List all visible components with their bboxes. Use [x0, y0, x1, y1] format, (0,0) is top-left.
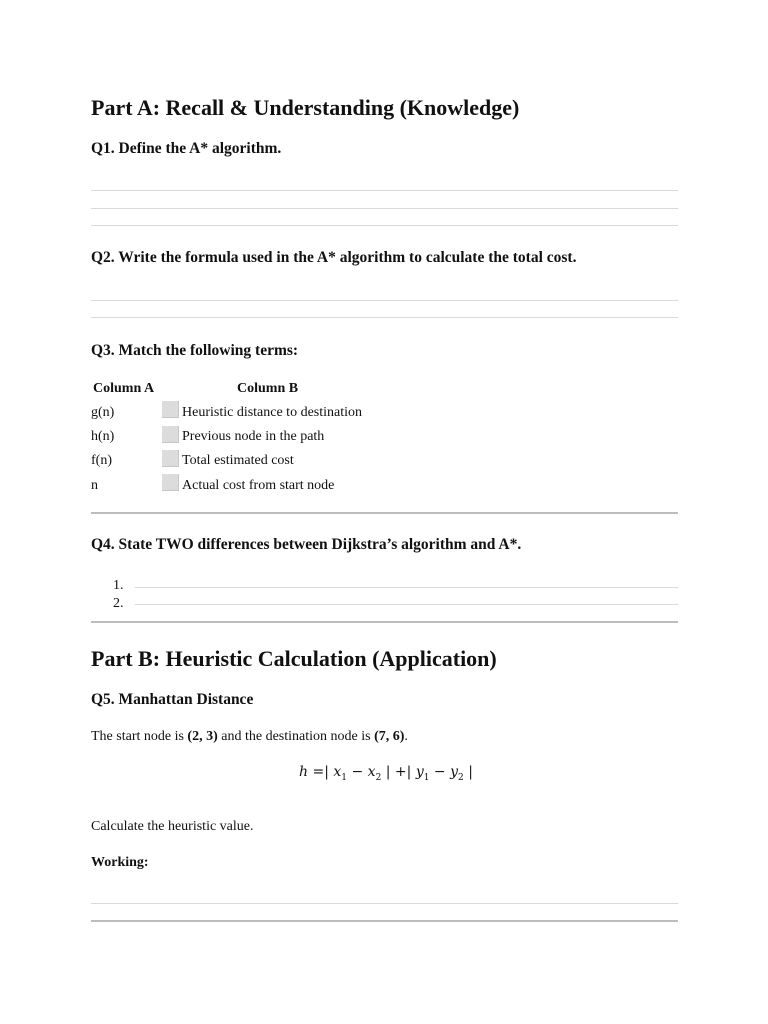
match-box[interactable]	[162, 426, 179, 443]
list-number: 2.	[113, 596, 124, 611]
section-divider	[91, 621, 678, 623]
part-a-title: Part A: Recall & Understanding (Knowledge)	[91, 95, 520, 120]
column-b-item: Total estimated cost	[182, 453, 294, 468]
q5-text: Q5. Manhattan Distance	[91, 691, 254, 708]
calc-instruction: Calculate the heuristic value.	[91, 819, 254, 834]
manhattan-formula: h =| $x_1 - x_2$ | +| $y_1 - y_2$ |	[299, 764, 473, 783]
column-a-item: n	[91, 478, 98, 493]
answer-line	[135, 604, 678, 605]
match-box[interactable]	[162, 401, 179, 418]
column-a-header: Column A	[93, 381, 155, 396]
answer-line	[91, 208, 678, 209]
column-b-item: Actual cost from start node	[182, 478, 335, 493]
part-b-title: Part B: Heuristic Calculation (Application)	[91, 646, 497, 671]
answer-line	[91, 317, 678, 318]
answer-line	[135, 587, 678, 588]
section-divider	[91, 920, 678, 922]
match-box[interactable]	[162, 450, 179, 467]
answer-line	[91, 225, 678, 226]
q3-text: Q3. Match the following terms:	[91, 342, 299, 359]
column-a-item: g(n)	[91, 405, 115, 420]
working-label: Working:	[91, 855, 149, 870]
answer-line	[91, 190, 678, 191]
column-b-item: Previous node in the path	[182, 429, 325, 444]
column-a-item: f(n)	[91, 453, 112, 468]
column-a-item: h(n)	[91, 429, 115, 444]
q4-text: Q4. State TWO differences between Dijkstra’s algorithm and A*.	[91, 536, 522, 553]
q1-text: Q1. Define the A* algorithm.	[91, 140, 282, 157]
answer-line	[91, 300, 678, 301]
section-divider	[91, 512, 678, 514]
column-b-item: Heuristic distance to destination	[182, 405, 363, 420]
q5-statement: The start node is (2, 3) and the destination node is (7, 6).	[91, 729, 408, 744]
q2-text: Q2. Write the formula used in the A* algorithm to calculate the total cost.	[91, 249, 577, 266]
answer-line	[91, 903, 678, 904]
column-b-header: Column B	[237, 381, 299, 396]
match-box[interactable]	[162, 474, 179, 491]
list-number: 1.	[113, 578, 124, 593]
